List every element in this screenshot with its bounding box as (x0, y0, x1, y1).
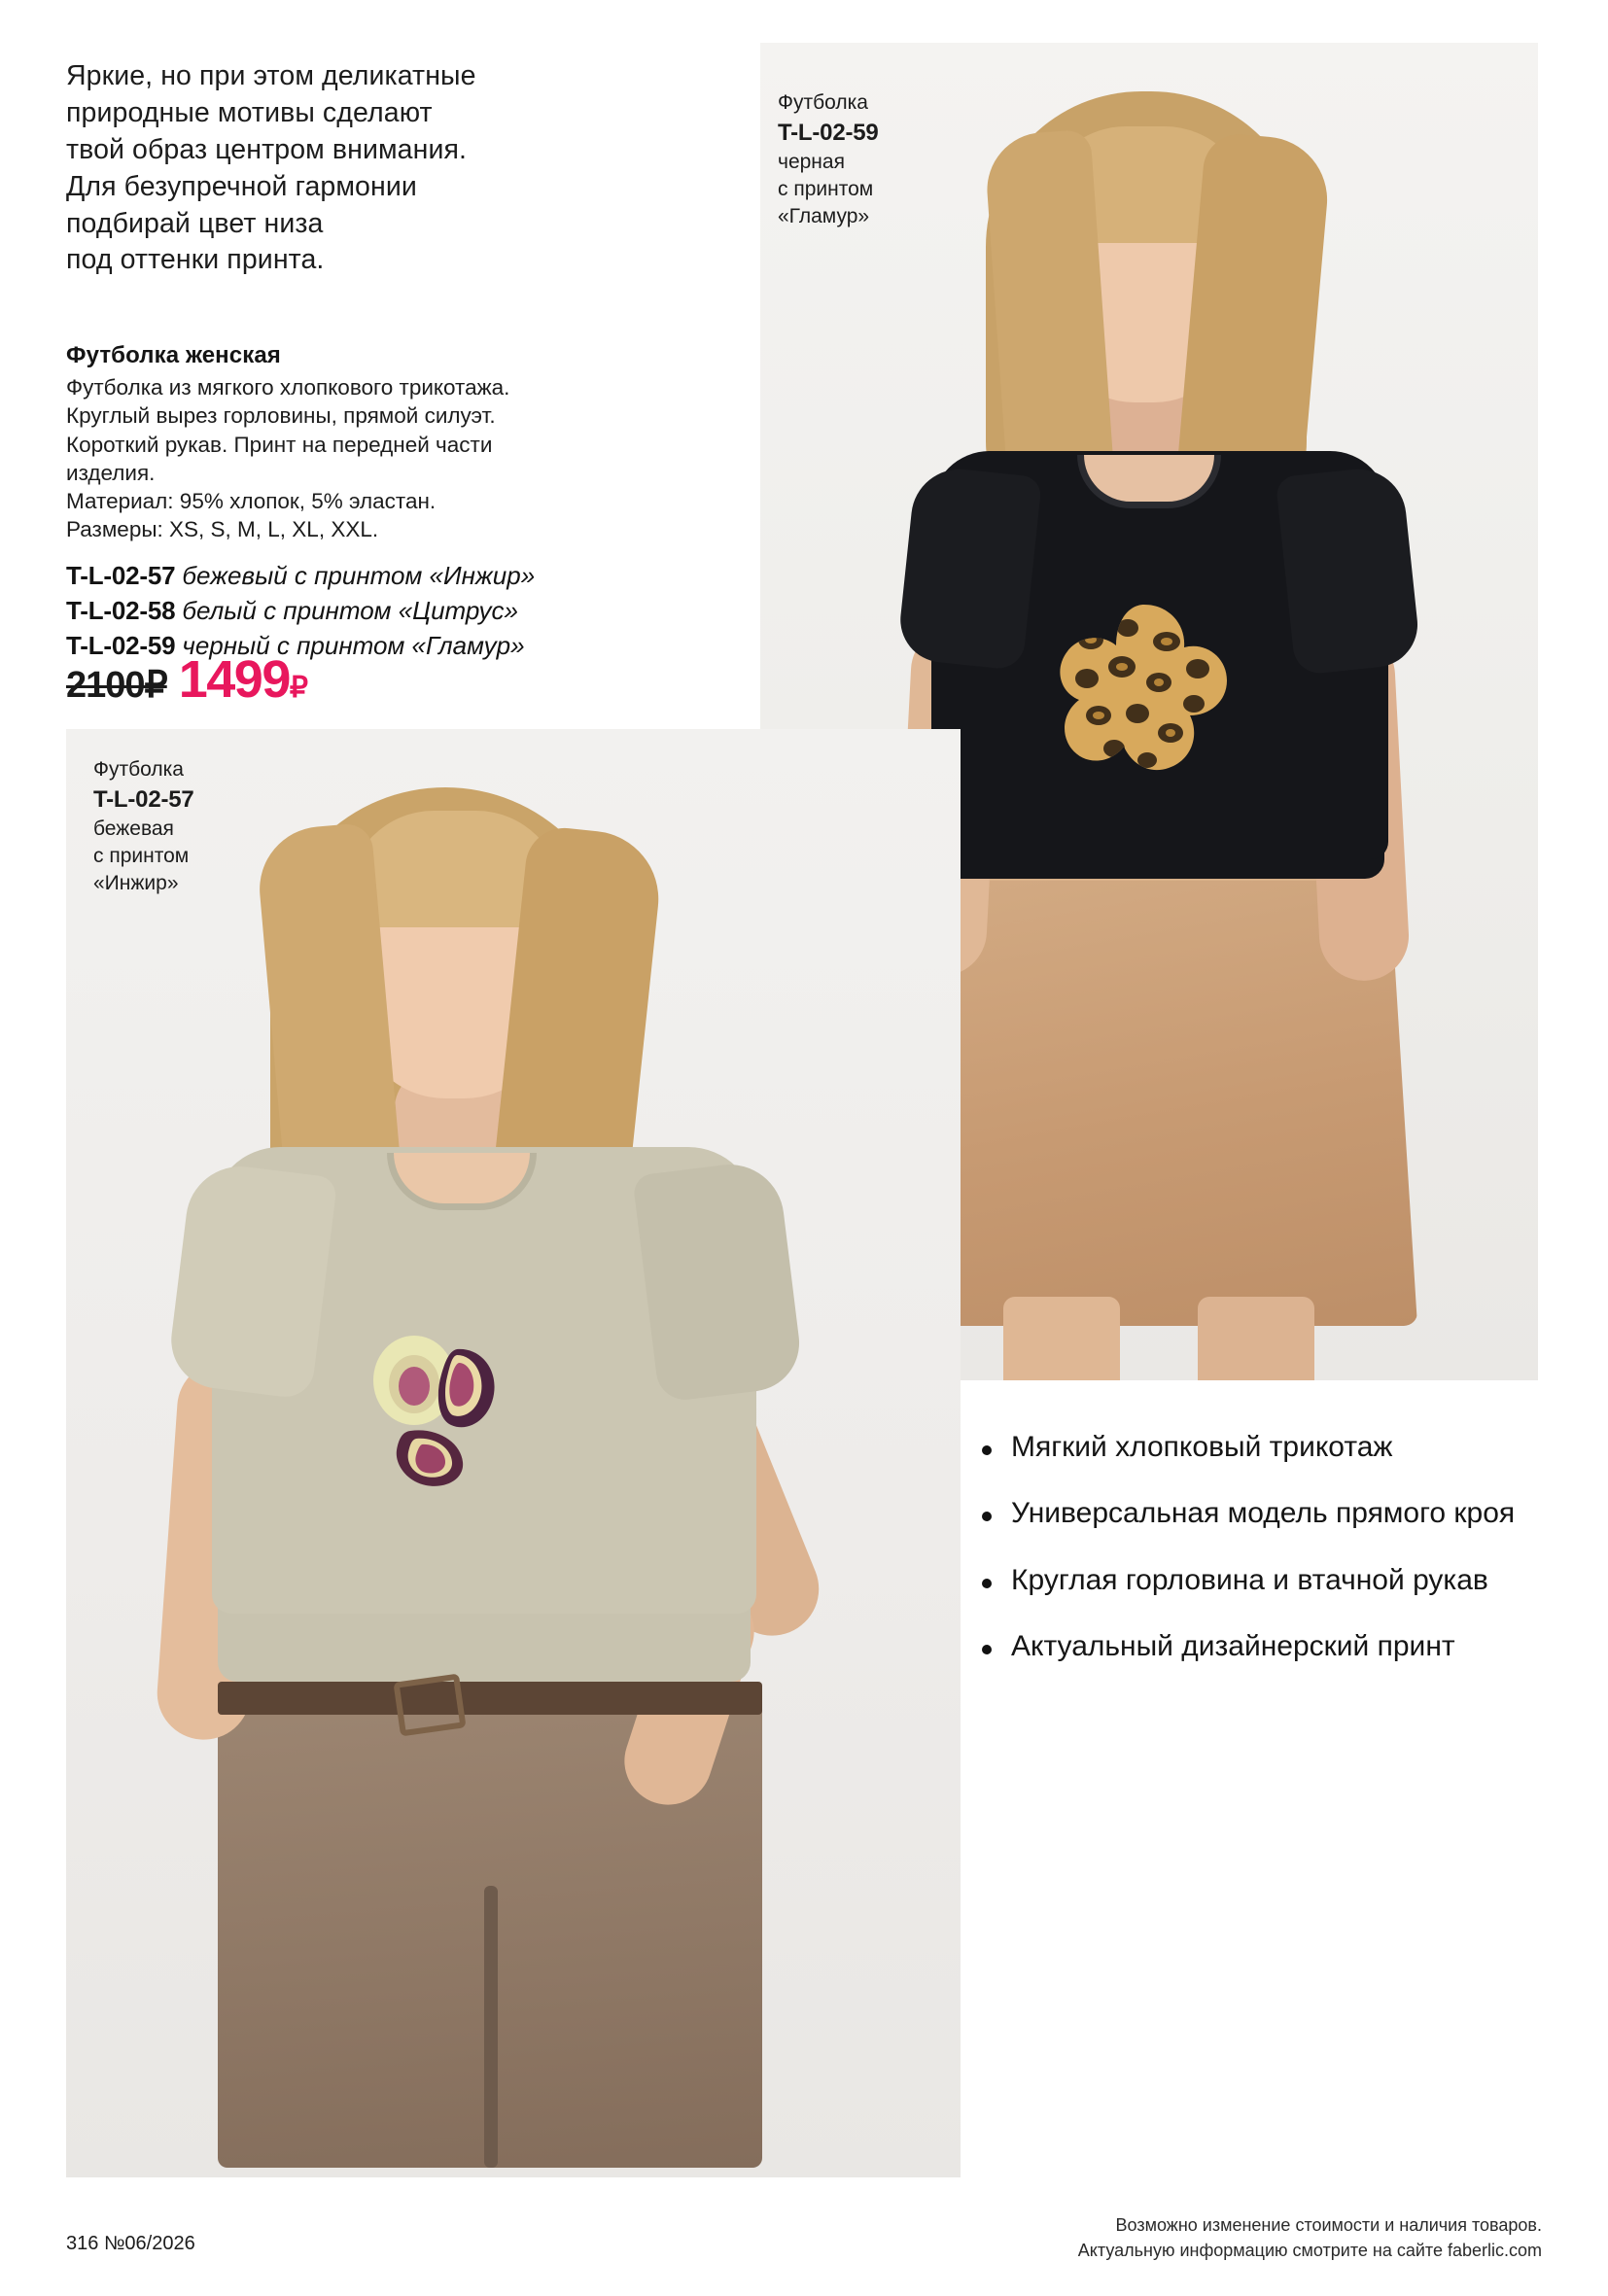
feature-text: Актуальный дизайнерский принт (1011, 1630, 1455, 1663)
model-belt (218, 1682, 762, 1715)
intro-line-6: под оттенки принта. (66, 244, 325, 276)
variant-name: белый с принтом «Цитрус» (182, 595, 518, 625)
fig-print (356, 1330, 541, 1495)
product-title: Футболка женская (66, 342, 281, 368)
footer-left (66, 2233, 195, 2255)
description-line-2: Круглый вырез горловины, прямой силуэт. (66, 403, 496, 429)
photo-bottom-caption (93, 756, 194, 897)
page-number: 316 (66, 2233, 99, 2254)
caption-code: T-L-02-59 (778, 119, 879, 146)
description-line-1: Футболка из мягкого хлопкового трикотажа. (66, 375, 510, 400)
caption-line-2: с принтом (93, 845, 190, 868)
price-currency: ₽ (289, 672, 307, 704)
product-description-block (66, 342, 649, 664)
price-old: 2100₽ (66, 665, 167, 706)
intro-line-1: Яркие, но при этом деликатные (66, 60, 476, 91)
photo-top-caption (778, 89, 879, 230)
tshirt-sleeve-left (896, 465, 1042, 671)
product-description (66, 373, 649, 544)
tshirt-sleeve-right (632, 1159, 805, 1404)
caption-line-1: бежевая (93, 818, 174, 841)
intro-text (66, 58, 591, 279)
caption-prefix: Футболка (778, 91, 868, 114)
photo-beige-tshirt (66, 729, 961, 2177)
intro-line-3: твой образ центром внимания. (66, 133, 468, 165)
variant-code: T-L-02-57 (66, 560, 183, 590)
shorts-center-seam (484, 1886, 498, 2168)
model-leg-right (1198, 1297, 1314, 1380)
leopard-flower-print (1052, 597, 1237, 782)
issue-number: №06/2026 (103, 2233, 195, 2254)
variant-item (66, 558, 649, 593)
description-line-4: изделия. (66, 460, 156, 485)
variant-name: черный с принтом «Гламур» (182, 631, 525, 661)
price-new (179, 649, 307, 710)
belt-buckle (393, 1674, 466, 1737)
bullet-dot-icon (982, 1579, 992, 1588)
feature-text: Мягкий хлопковый трикотаж (1011, 1431, 1393, 1463)
notice-line-2: Актуальную информацию смотрите на сайте faberlic.com (1077, 2240, 1542, 2260)
caption-line-1: черная (778, 151, 845, 174)
model-leg-left (1003, 1297, 1120, 1380)
intro-line-2: природные мотивы сделают (66, 96, 433, 128)
variant-code: T-L-02-59 (66, 631, 183, 661)
variant-code: T-L-02-58 (66, 595, 183, 625)
caption-prefix: Футболка (93, 758, 184, 781)
caption-line-3: «Инжир» (93, 871, 179, 894)
caption-line-2: с принтом (778, 178, 874, 201)
variant-item (66, 593, 649, 628)
caption-code: T-L-02-57 (93, 785, 194, 813)
bullet-dot-icon (982, 1445, 992, 1455)
notice-line-1: Возможно изменение стоимости и наличия товаров. (1115, 2214, 1542, 2235)
feature-list (982, 1429, 1526, 1695)
feature-item (982, 1495, 1526, 1532)
bullet-dot-icon (982, 1645, 992, 1654)
feature-text: Универсальная модель прямого кроя (1011, 1497, 1516, 1530)
feature-text: Круглая горловина и втачной рукав (1011, 1563, 1488, 1596)
variant-name: бежевый с принтом «Инжир» (182, 560, 536, 590)
feature-item (982, 1628, 1526, 1665)
description-sizes: Размеры: XS, S, M, L, XL, XXL. (66, 517, 379, 542)
tshirt-sleeve-right (1276, 465, 1422, 676)
variant-list (66, 558, 649, 664)
price-row (66, 649, 306, 710)
footer-notice (1078, 2212, 1542, 2263)
intro-line-4: Для безупречной гармонии (66, 170, 417, 202)
caption-line-3: «Гламур» (778, 204, 870, 227)
price-new-value: 1499 (178, 650, 290, 709)
feature-item (982, 1562, 1526, 1599)
tshirt-sleeve-left (166, 1161, 338, 1401)
description-material: Материал: 95% хлопок, 5% эластан. (66, 489, 437, 513)
feature-item (982, 1429, 1526, 1466)
intro-line-5: подбирай цвет низа (66, 207, 324, 239)
description-line-3: Короткий рукав. Принт на передней части (66, 432, 493, 457)
bullet-dot-icon (982, 1512, 992, 1521)
